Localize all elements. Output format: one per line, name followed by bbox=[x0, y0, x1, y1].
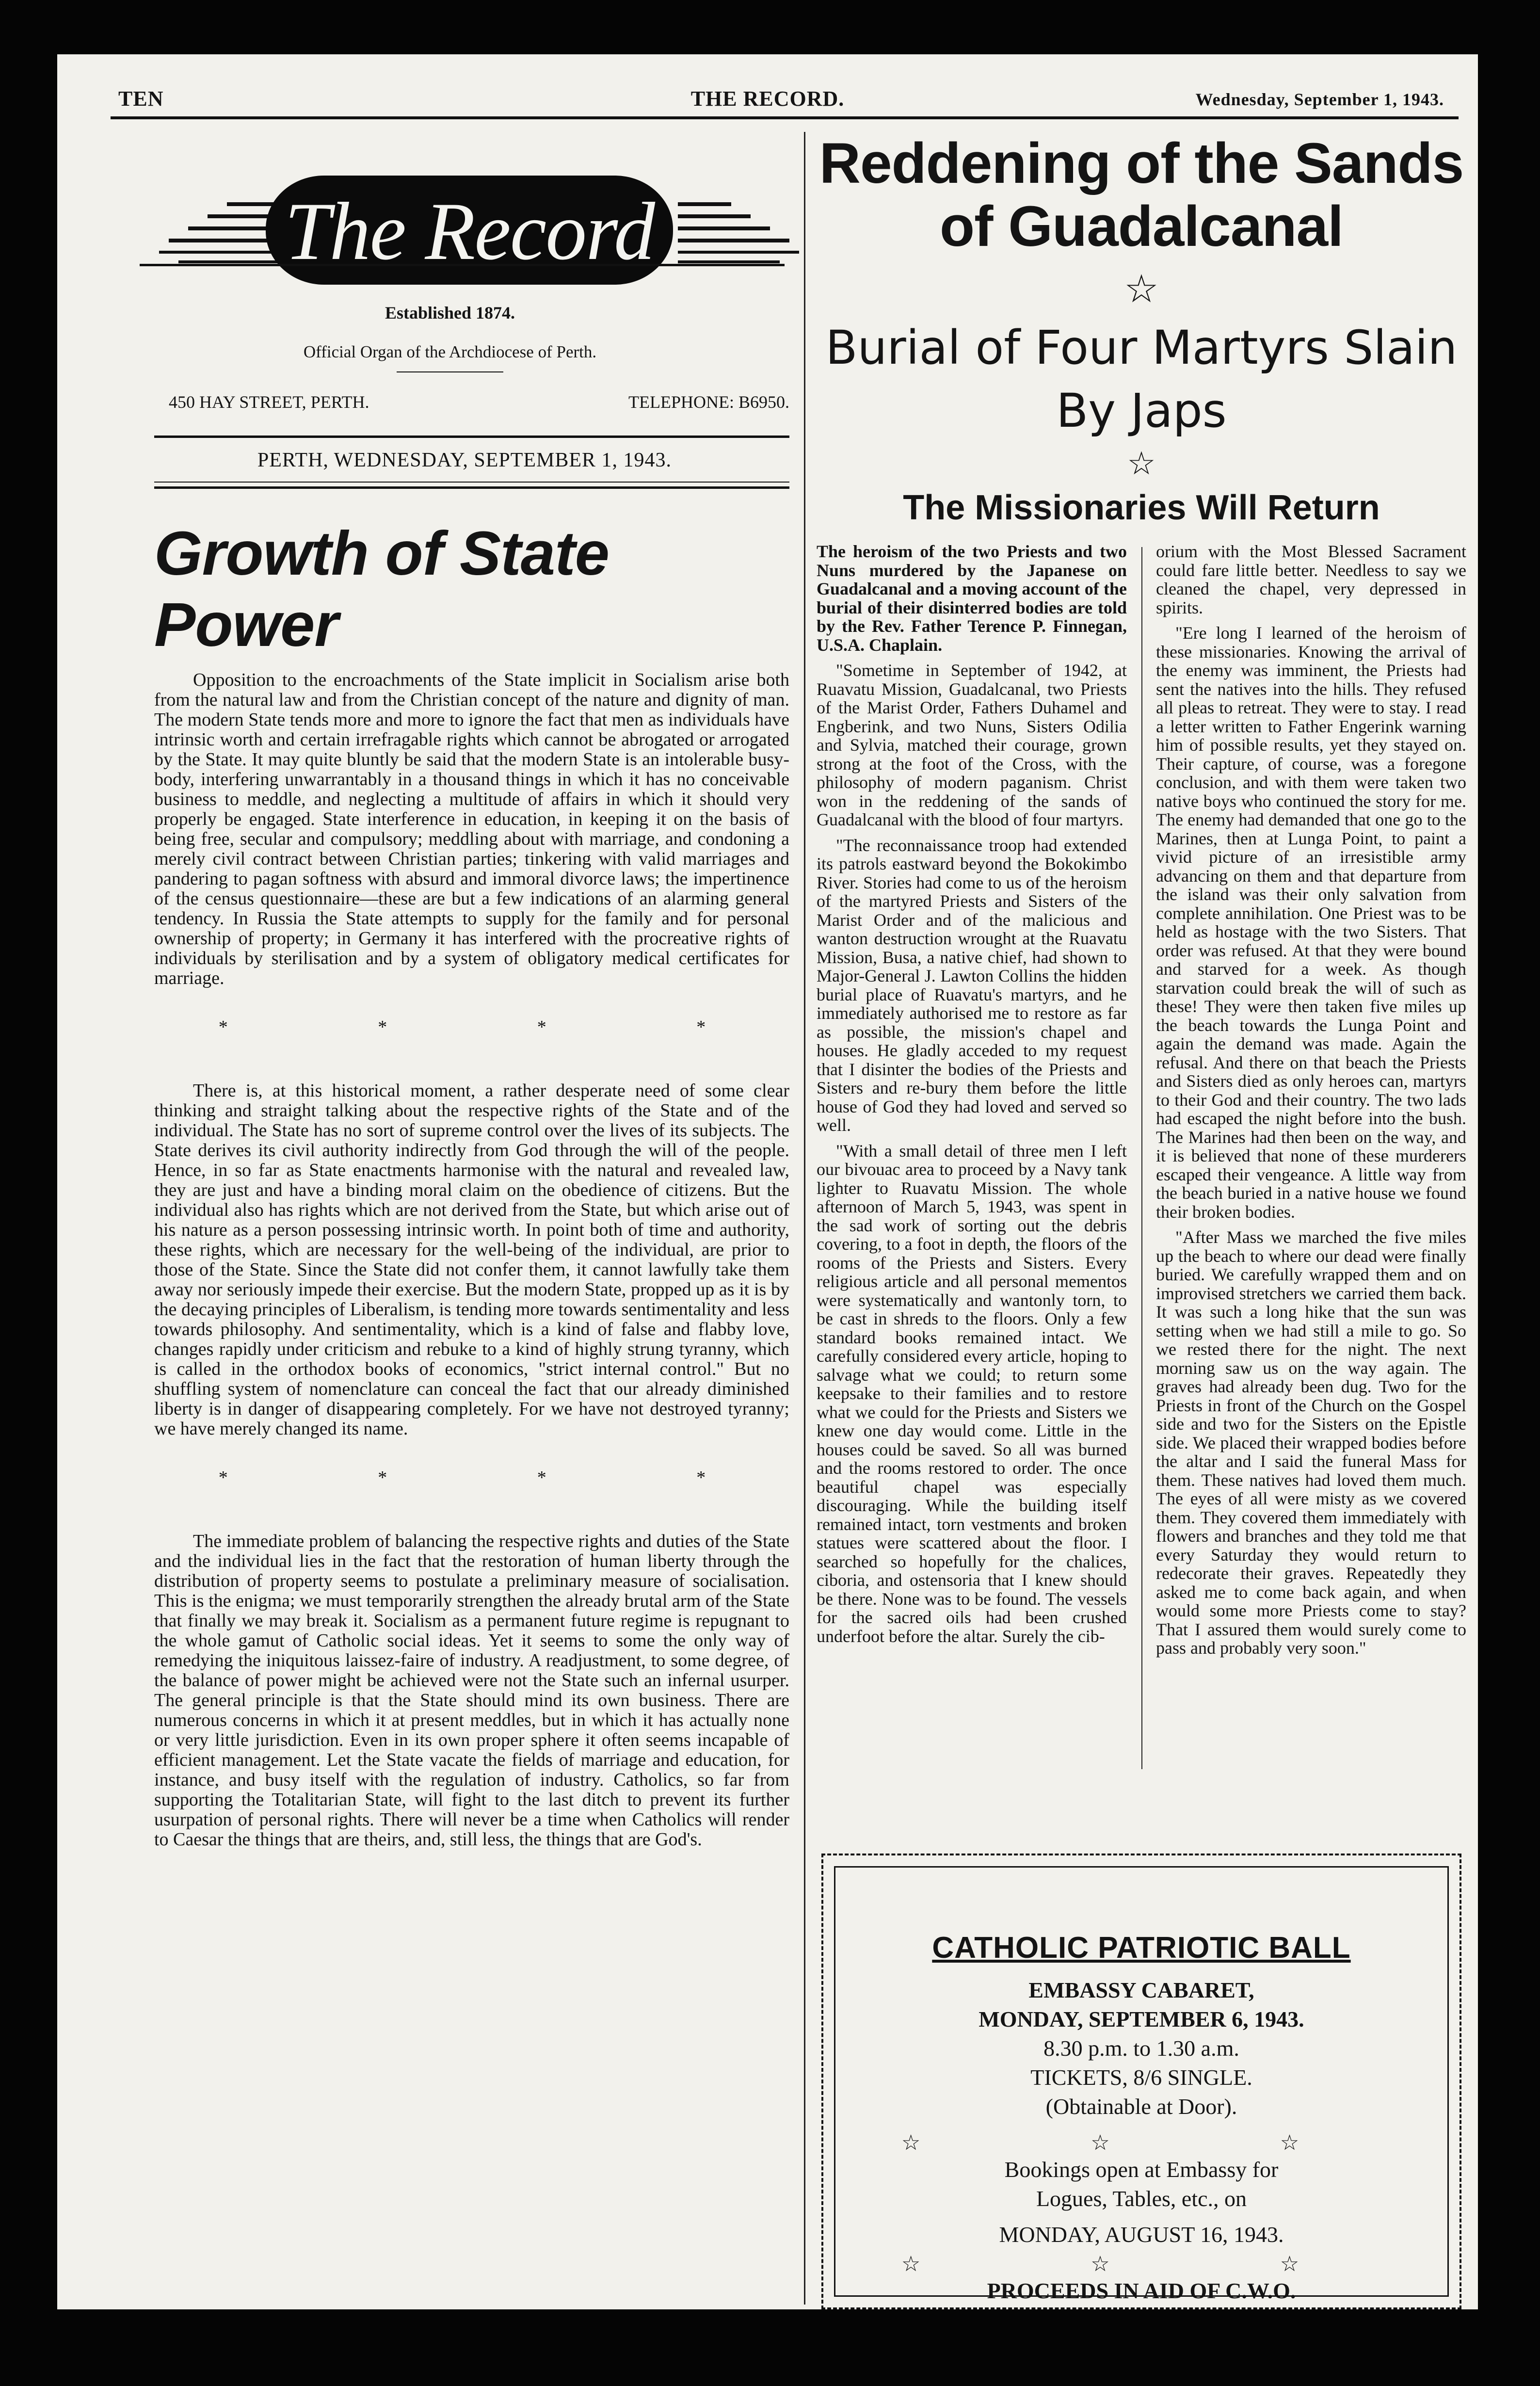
masthead-logo: The Record bbox=[284, 186, 655, 277]
editorial-headline: Growth of State Power bbox=[154, 519, 609, 660]
official-organ-line: Official Organ of the Archdiocese of Perth. bbox=[303, 342, 597, 361]
editorial-paragraph: The immediate problem of balancing the respective rights and duties of the State and the individual lies in the fact that the restoration of human liberty through the distribution of property seems to postulate a preliminary measure of socialisation. This is the enigma; we must temporarily strengthen the already brutal arm of the State that finally we may break it. Socialism as a permanent future regime is repugnant to the whole gamut of Catholic social ideas. Yet it seems to some the only way of remedying the iniquitous laissez-faire of industry. A readjustment, to some degree, of the balance of power might be achieved were not the State such an infernal usurper. The general principle is that the State should mind its own business. There are numerous concerns in which it at present meddles, but in which it has actually none or very little jurisdiction. Even in its own proper sphere it often seems incapable of efficient management. Let the State vacate the fields of marriage and education, for instance, and busy itself with the regulation of industry. Catholics, so far from supporting the Totalitarian State, will fight to the last ditch to prevent its further usurpation of personal rights. There will never be a time when Catholics will render to Caesar the things that are theirs, and, still less, the things that are God's. bbox=[154, 1531, 789, 1850]
ad-star-row: ☆ ☆ ☆ bbox=[901, 2252, 1382, 2276]
editorial-paragraph: There is, at this historical moment, a rather desperate need of some clear thinking and straight talking about the respective rights of the State and of the individual. The State has no sort of supreme control over the lives of its subjects. The State derives its civil authority indirectly from God through the will of the people. Hence, in so far as State enactments harmonise with the natural and revealed law, they are just and have a binding moral claim on the obedience of citizens. But the individual also has rights which are not derived from the State, but which arise out of his nature as a person possessing intrinsic worth. In point both of time and authority, these rights, which are necessary for the well-being of the individual, are prior to those of the State. Since the State did not confer them, it cannot lawfully take them away nor seriously impede their exercise. But the modern State, propped up as it is by the decaying principles of Liberalism, is tending more towards sentimentality and less towards philosophy. And sentimentality, which is a kind of false and flabby love, changes rapidly under criticism and rebuke to a kind of highly strung tyranny, which is called in the orthodox books of economics, "strict internal control." But no shuffling system of nomenclature can conceal the fact that our already diminished liberty is in danger of disappearing completely. For we have not destroyed tyranny; we have merely changed its name. bbox=[154, 1080, 789, 1439]
telephone: TELEPHONE: B6950. bbox=[628, 392, 789, 412]
dateline-rule-bottom bbox=[154, 482, 789, 483]
article-paragraph: "With a small detail of three men I left our bivouac area to proceed by a Navy tank lighter to Ruavatu Mission. The whole afternoon of March 5, 1943, was spent in the sad work of sorting out the debris covering, to a foot in depth, the floors of the rooms of the Priests and Sisters. Every religious article and all personal mementos were systematically and wantonly torn, to be cast in shreds to the floors. Only a few standard books remained intact. We carefully considered every article, hoping to salvage what we could; to return some keepsake to their families and to restore what we could for the Priests and Sisters we knew one day would come. Little in the houses could be saved. So all was burned and the rooms restored to order. The once beautiful chapel was especially discouraging. While the building itself remained intact, torn vestments and broken statues were scattered about the floor. I searched so hopefully for the chalices, ciboria, and ostensoria that I knew should be there. None was to be found. The vessels for the sacred oils had been crushed underfoot before the altar. Surely the cib- bbox=[817, 1141, 1127, 1646]
advertisement-frame bbox=[834, 1866, 1449, 2303]
ad-time: 8.30 p.m. to 1.30 a.m. bbox=[1043, 2036, 1239, 2061]
ad-venue: EMBASSY CABARET, bbox=[1028, 1978, 1254, 2002]
section-break: * * * * bbox=[218, 1017, 779, 1037]
dateline: PERTH, WEDNESDAY, SEPTEMBER 1, 1943. bbox=[257, 449, 672, 471]
article-paragraph: "Ere long I learned of the heroism of these missionaries. Knowing the arrival of the enemy was imminent, the Priests had sent the natives into the hills. They refused all pleas to retreat. They were to stay. I read a letter written to Father Engerink warning him of possible results, yet they stayed on. Their capture, of course, was a foregone conclusion, and with them were taken two native boys who continued the story for me. The enemy had demanded that one go to the Marines, then at Lunga Point, to paint a vivid picture of an irresistible army advancing on them and that departure from the island was their only salvation from complete annihilation. One Priest was to be held as hostage with the two Sisters. That order was refused. At that they were bound and starved for a week. As though starvation could break the will of such as these! They were then taken five miles up the beach towards the Lunga Point and again the demand was made. Again the refusal. And there on that beach the Priests and Sisters died as only heroes can, martyrs to their God and their country. The two lads had escaped the night before into the bush. The Marines had then been on the way, and it is believed that none of these murderers escaped their vengeance. A little way from the beach buried in a native house we found their broken bodies. bbox=[1156, 623, 1466, 1222]
editorial-paragraph: Opposition to the encroachments of the State implicit in Socialism arise both from the natural law and from the Christian concept of the nature and dignity of man. The modern State tends more and more to ignore the fact that men as individuals have intrinsic worth and certain irrefragable rights which cannot be abrogated or arrogated by the State. It may quite bluntly be said that the modern State is an intolerable busy-body, interfering unwarrantably in a thousand things in which it has no conceivable business to meddle, and neglecting a multitude of affairs in which it should very properly be engaged. State interference in education, in keeping it on the basis of being free, secular and compulsory; meddling about with marriage, and condoning a merely civil contract between Christian parties; tinkering with valid marriages and pandering to pagan softness with absurd and immoral divorce laws; the impertinence of the census questionnaire—these are but a few indications of an alarming general tendency. In Russia the State attempts to supply for the family and for personal ownership of property; in Germany it has interfered with the procreative rights of individuals by sterilisation and by a system of obligatory medical certificates for marriage. bbox=[154, 670, 789, 988]
masthead-ornament-right bbox=[678, 180, 799, 277]
established-line: Established 1874. bbox=[385, 303, 515, 322]
star-ornament: ☆ bbox=[1127, 446, 1156, 482]
ad-bookings: Bookings open at Embassy for bbox=[1004, 2157, 1279, 2182]
article-column-2 bbox=[1156, 542, 1466, 1664]
article-subheadline: Burial of Four Martyrs Slain By Japs bbox=[825, 321, 1458, 438]
advertisement-box bbox=[821, 1854, 1461, 2309]
article-deck: The Missionaries Will Return bbox=[903, 488, 1380, 527]
street-address: 450 HAY STREET, PERTH. bbox=[169, 392, 369, 412]
running-date: Wednesday, September 1, 1943. bbox=[1195, 90, 1444, 109]
star-ornament: ☆ bbox=[1124, 268, 1159, 311]
article-lead: The heroism of the two Priests and two Nuns murdered by the Japanese on Guadalcanal and a moving account of the burial of their disinterred bodies are told by the Rev. Father Terence P. Finnegan, U.S.A. Chaplain. bbox=[817, 542, 1127, 655]
address-block bbox=[101, 392, 799, 426]
ad-bookings-detail: Logues, Tables, etc., on bbox=[1036, 2186, 1247, 2211]
masthead-rule bbox=[140, 264, 785, 266]
editorial-column bbox=[101, 127, 799, 1850]
ad-bookings-date: MONDAY, AUGUST 16, 1943. bbox=[999, 2222, 1284, 2247]
ad-star-row: ☆ ☆ ☆ bbox=[901, 2131, 1382, 2155]
ad-title: CATHOLIC PATRIOTIC BALL bbox=[932, 1931, 1351, 1965]
article-paragraph: "Sometime in September of 1942, at Ruavatu Mission, Guadalcanal, two Priests of the Marist Order, Fathers Duhamel and Engberink, and two Nuns, Sisters Odilia and Sylvia, matched their courage, grown strong at the foot of the Cross, with the philosophy of modern paganism. Christ won in the reddening of the sands of Guadalcanal with the blood of four martyrs. bbox=[817, 661, 1127, 829]
masthead bbox=[101, 127, 799, 292]
article-paragraph: orium with the Most Blessed Sacrament could fare little better. Needless to say we cleaned the chapel, very depressed in spirits. bbox=[1156, 542, 1466, 617]
column-divider bbox=[804, 132, 805, 2305]
article-column-1 bbox=[817, 542, 1127, 1652]
article-paragraph: "The reconnaissance troop had extended its patrols eastward beyond the Bokokimbo River. Stories had come to us of the heroism of the martyred Priests and Sisters of the Marist Order and of the malicious and wanton destruction wrought at the Ruavatu Mission, Busa, a native chief, had shown to Major-General J. Lawton Collins the hidden burial place of Ruavatu's martyrs, and he immediately authorised me to restore as far as possible, the mission's chapel and houses. He gladly acceded to my request that I disinter the bodies of the Priests and Sisters and re-bury them before the little house of God they had loved and served so well. bbox=[817, 835, 1127, 1135]
ad-proceeds: PROCEEDS IN AID OF C.W.O. bbox=[987, 2278, 1296, 2303]
article-body bbox=[817, 542, 1466, 1779]
page-number: TEN bbox=[118, 87, 164, 111]
article-column-divider bbox=[1141, 547, 1142, 1769]
ad-date: MONDAY, SEPTEMBER 6, 1943. bbox=[979, 2007, 1304, 2031]
dateline-rule-heavy bbox=[154, 486, 789, 489]
section-break: * * * * bbox=[218, 1467, 779, 1488]
newspaper-page bbox=[57, 54, 1478, 2309]
ad-tickets: TICKETS, 8/6 SINGLE. bbox=[1030, 2065, 1252, 2090]
article-headline: Reddening of the Sands of Guadalcanal bbox=[819, 131, 1464, 258]
dateline-rule-top bbox=[154, 435, 789, 438]
article-column bbox=[817, 127, 1466, 2303]
ad-door-note: (Obtainable at Door). bbox=[1045, 2094, 1237, 2119]
running-title: THE RECORD. bbox=[690, 87, 845, 111]
masthead-ornament-left bbox=[159, 180, 280, 277]
editorial-body bbox=[154, 670, 789, 1850]
short-rule bbox=[397, 371, 503, 372]
header-rule bbox=[111, 116, 1459, 119]
article-paragraph: "After Mass we marched the five miles up the beach to where our dead were finally buried. We carefully wrapped them and on improvised stretchers we carried them back. It was such a long hike that the sun was setting when we had still a mile to go. So we rested there for the night. The next morning saw us on the way again. The graves had already been dug. Two for the Priests in front of the Church on the Gospel side and two for the Sisters on the Epistle side. We placed their wrapped bodies before the altar and I said the funeral Mass for them. These natives had loved them much. The eyes of all were misty as we covered them. They covered them immediately with flowers and branches and they told me that every Saturday they would return to redecorate their graves. Repeatedly they asked me to come back again, and when would some more Priests come to stay? That I assured them would surely come to pass and probably very soon." bbox=[1156, 1227, 1466, 1658]
